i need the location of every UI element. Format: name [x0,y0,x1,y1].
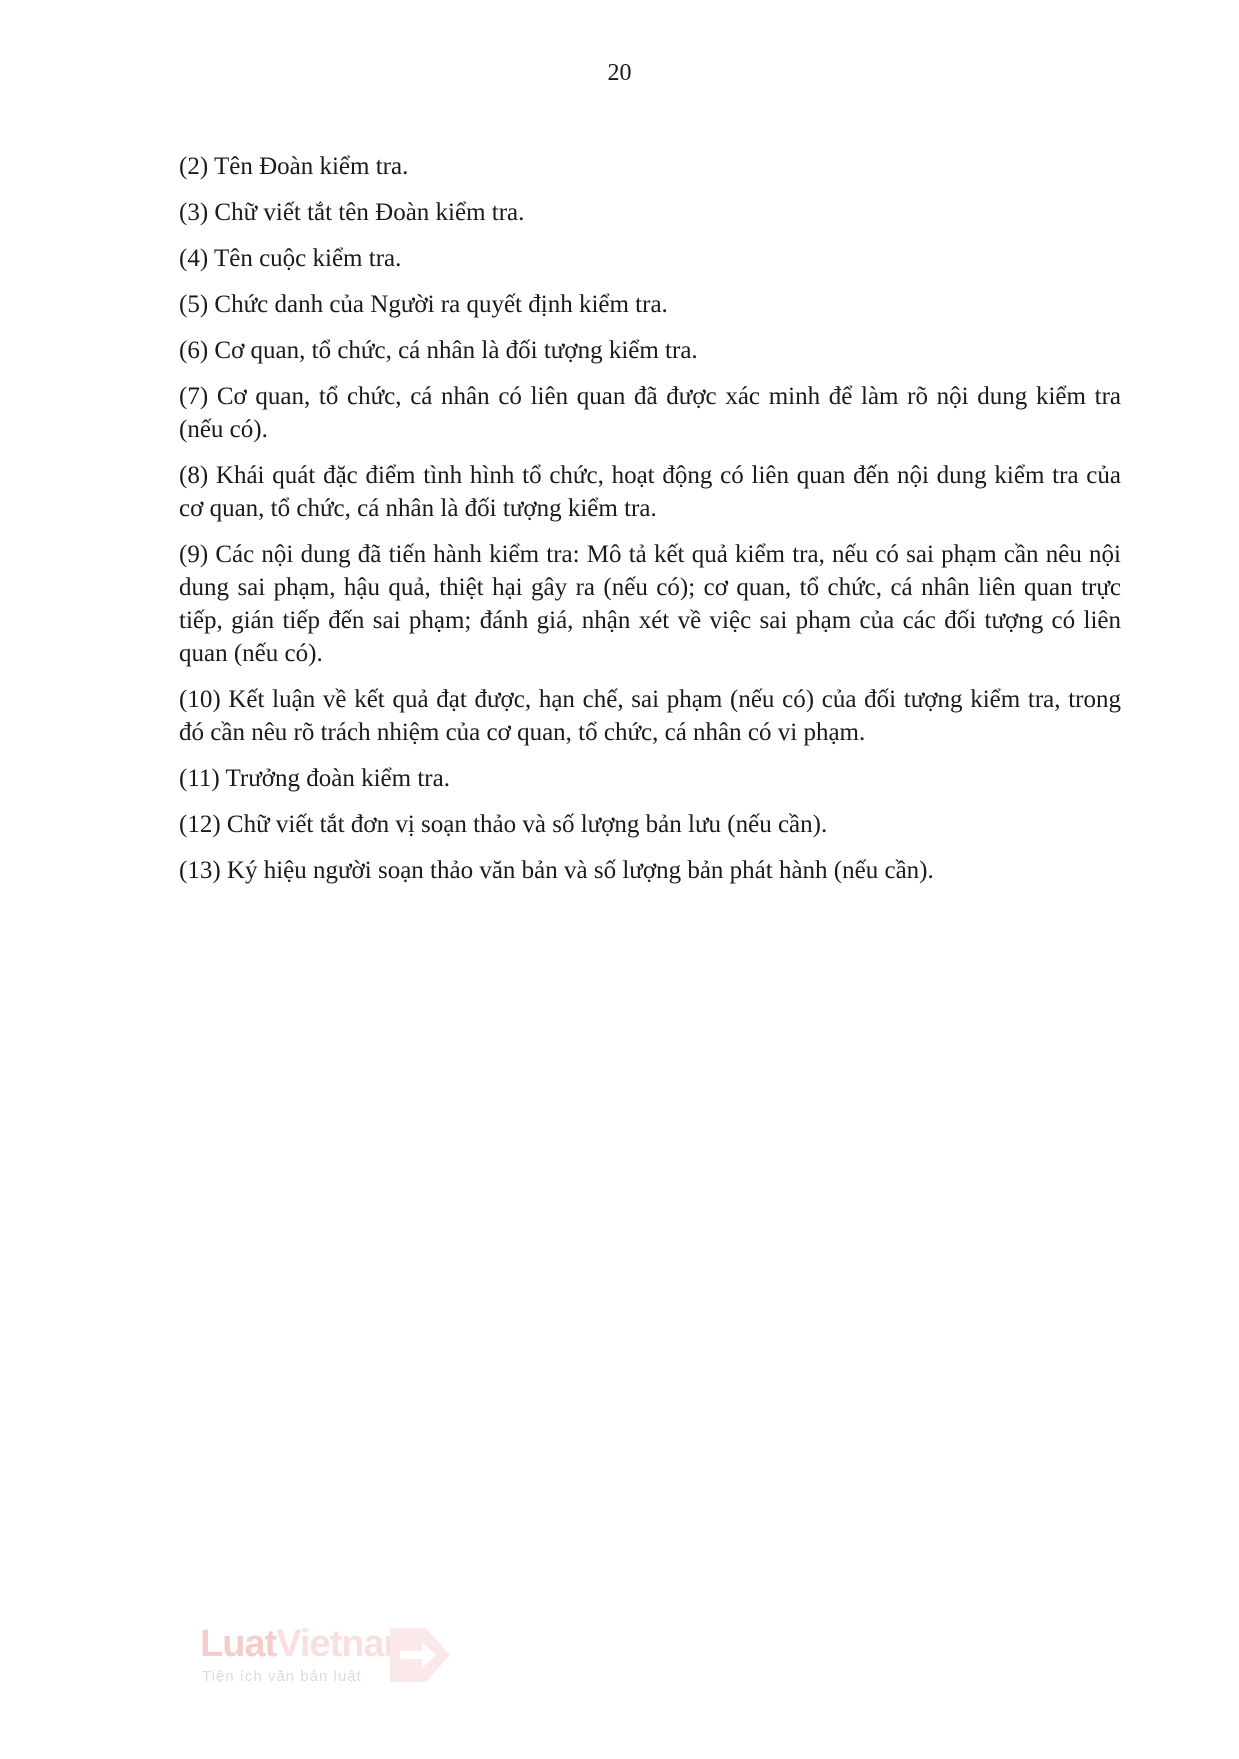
footnote-3: (3) Chữ viết tắt tên Đoàn kiểm tra. [179,199,525,226]
footnote-8: (8) Khái quát đặc điểm tình hình tổ chức, hoạt động có liên quan đến nội dung kiểm tra của cơ quan, tổ chức, cá nhân là đối tượng kiểm tra. [179,462,1121,522]
footnote-6: (6) Cơ quan, tổ chức, cá nhân là đối tượng kiểm tra. [179,337,698,364]
footnote-7: (7) Cơ quan, tổ chức, cá nhân có liên quan đã được xác minh để làm rõ nội dung kiểm tra (nếu có). [179,383,1121,443]
watermark-brand-vietnam: Vietnam [276,1623,417,1665]
footnote-11: (11) Trưởng đoàn kiểm tra. [179,765,450,792]
arrow-right-icon [386,1624,454,1686]
footnote-12: (12) Chữ viết tắt đơn vị soạn thảo và số lượng bản lưu (nếu cần). [179,811,828,838]
watermark-tagline: Tiện ích văn bản luật [202,1668,362,1685]
footnote-10: (10) Kết luận về kết quả đạt được, hạn chế, sai phạm (nếu có) của đối tượng kiểm tra, trong đó cần nêu rõ trách nhiệm của cơ quan, tổ chức, cá nhân có vi phạm. [179,686,1121,746]
footnote-5: (5) Chức danh của Người ra quyết định kiểm tra. [179,291,668,318]
footnote-13: (13) Ký hiệu người soạn thảo văn bản và số lượng bản phát hành (nếu cần). [179,857,934,884]
footnote-4: (4) Tên cuộc kiểm tra. [179,245,402,272]
luatvietnam-watermark [200,1624,460,1694]
footnotes-list [179,150,1121,900]
watermark-logo-text [200,1624,416,1664]
watermark-brand-luat: Luat [200,1623,277,1665]
page-number: 20 [607,60,632,86]
footnote-2: (2) Tên Đoàn kiểm tra. [179,153,409,180]
footnote-9: (9) Các nội dung đã tiến hành kiểm tra: Mô tả kết quả kiểm tra, nếu có sai phạm cần nêu nội dung sai phạm, hậu quả, thiệt hại gây ra (nếu có); cơ quan, tổ chức, cá nhân liên quan trực tiếp, gián tiếp đến sai phạm; đánh giá, nhận xét về việc sai phạm của các đối tượng có liên quan (nếu có). [179,541,1121,667]
